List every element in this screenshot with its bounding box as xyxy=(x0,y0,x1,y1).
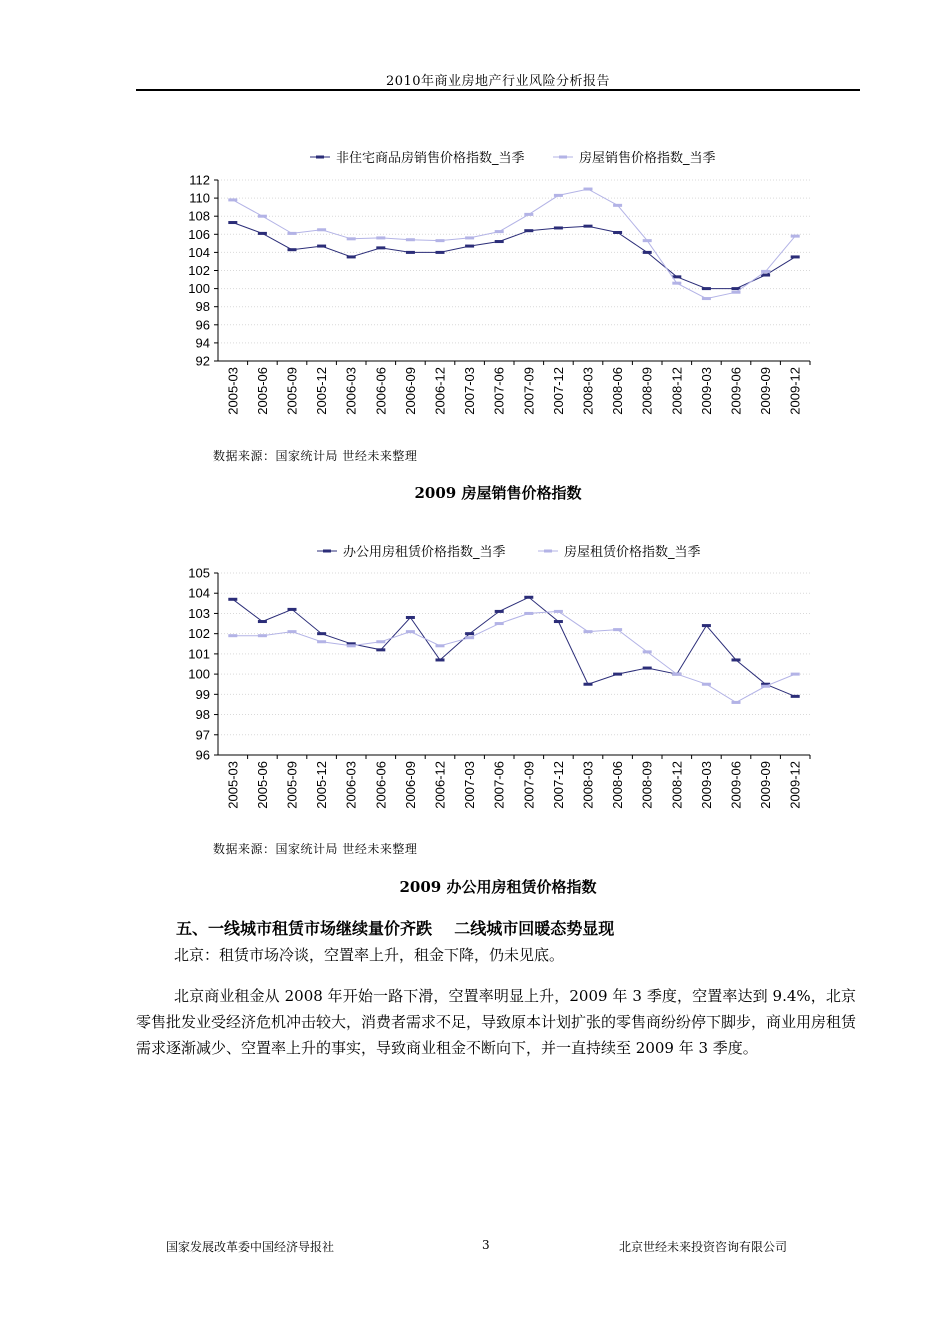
chart-legend xyxy=(310,150,716,166)
y-tick-label: 103 xyxy=(188,605,210,621)
x-tick-label: 2005-12 xyxy=(314,761,330,809)
data-point-series-2 xyxy=(465,636,474,639)
x-tick-label: 2008-12 xyxy=(669,367,685,415)
data-point-series-1 xyxy=(288,248,297,251)
data-point-series-2 xyxy=(406,630,415,633)
data-point-series-2 xyxy=(791,673,800,676)
data-point-series-2 xyxy=(258,215,267,218)
x-tick-label: 2007-06 xyxy=(491,761,507,809)
data-point-series-1 xyxy=(406,616,415,619)
chart-legend xyxy=(317,544,701,560)
chart-2-source: 数据来源：国家统计局 世经未来整理 xyxy=(213,842,418,856)
paragraph-beijing-detail: 北京商业租金从 2008 年开始一路下滑，空置率明显上升，2009 年 3 季度，空置率达到 9.4%，北京零售批发业受经济危机冲击较大，消费者需求不足，导致原本计划扩张的零售商纷纷停下脚步，商业用房租赁需求逐渐减少、空置率上升的事实，导致商业租金不断向下，并一直持续至 2009 年 3 季度。 xyxy=(136,987,857,1057)
x-tick-label: 2008-03 xyxy=(580,367,596,415)
data-point-series-1 xyxy=(613,673,622,676)
x-tick-label: 2009-03 xyxy=(698,367,714,415)
x-tick-label: 2008-09 xyxy=(639,761,655,809)
chart-1-source: 数据来源：国家统计局 世经未来整理 xyxy=(213,449,418,463)
data-point-series-1 xyxy=(228,221,237,224)
data-point-series-2 xyxy=(347,237,356,240)
data-point-series-1 xyxy=(702,287,711,290)
x-tick-label: 2006-06 xyxy=(373,761,389,809)
x-tick-label: 2009-06 xyxy=(728,367,744,415)
data-point-series-1 xyxy=(228,598,237,601)
footer-right: 北京世经未来投资咨询有限公司 xyxy=(619,1240,788,1254)
data-point-series-2 xyxy=(613,628,622,631)
data-point-series-1 xyxy=(465,632,474,635)
footer-left: 国家发展改革委中国经济导报社 xyxy=(166,1240,335,1254)
y-tick-label: 105 xyxy=(188,565,210,581)
data-point-series-1 xyxy=(584,683,593,686)
data-point-series-2 xyxy=(465,236,474,239)
x-tick-label: 2009-06 xyxy=(728,761,744,809)
data-point-series-1 xyxy=(376,648,385,651)
data-point-series-2 xyxy=(643,650,652,653)
data-point-series-2 xyxy=(761,685,770,688)
x-tick-label: 2007-09 xyxy=(521,367,537,415)
data-point-series-1 xyxy=(258,232,267,235)
data-point-series-1 xyxy=(554,620,563,623)
series-line-1 xyxy=(233,597,795,696)
data-point-series-2 xyxy=(672,282,681,285)
x-tick-label: 2007-06 xyxy=(491,367,507,415)
y-tick-label: 94 xyxy=(195,335,210,351)
data-point-series-2 xyxy=(524,612,533,615)
header-rule xyxy=(136,89,860,91)
data-point-series-2 xyxy=(258,634,267,637)
y-tick-label: 99 xyxy=(195,686,210,702)
data-point-series-2 xyxy=(584,630,593,633)
x-tick-label: 2008-06 xyxy=(610,367,626,415)
x-tick-label: 2009-09 xyxy=(758,367,774,415)
data-point-series-2 xyxy=(613,204,622,207)
data-point-series-2 xyxy=(288,232,297,235)
data-point-series-2 xyxy=(376,236,385,239)
paragraph-beijing-summary: 北京：租赁市场冷谈，空置率上升，租金下降，仍未见底。 xyxy=(174,946,565,964)
data-point-series-2 xyxy=(317,228,326,231)
data-point-series-2 xyxy=(672,673,681,676)
data-point-series-1 xyxy=(436,658,445,661)
data-point-series-2 xyxy=(317,640,326,643)
data-point-series-1 xyxy=(643,667,652,670)
data-point-series-2 xyxy=(228,634,237,637)
y-tick-label: 104 xyxy=(188,585,210,601)
data-point-series-2 xyxy=(347,644,356,647)
chart-2-caption: 2009 办公用房租赁价格指数 xyxy=(399,878,597,896)
data-point-series-2 xyxy=(228,198,237,201)
data-point-series-2 xyxy=(436,644,445,647)
data-point-series-1 xyxy=(554,226,563,229)
y-tick-label: 96 xyxy=(195,747,210,763)
y-tick-label: 108 xyxy=(188,208,210,224)
x-tick-label: 2006-09 xyxy=(402,761,418,809)
data-point-series-2 xyxy=(791,235,800,238)
data-point-series-1 xyxy=(495,610,504,613)
x-tick-label: 2006-12 xyxy=(432,367,448,415)
plot-area-0 xyxy=(188,173,810,415)
y-tick-label: 110 xyxy=(189,190,210,206)
data-point-series-1 xyxy=(732,658,741,661)
x-tick-label: 2005-09 xyxy=(284,761,300,809)
legend-marker-series-2 xyxy=(559,156,567,159)
office-rent-index-chart xyxy=(160,536,840,826)
data-point-series-1 xyxy=(584,225,593,228)
x-tick-label: 2008-09 xyxy=(639,367,655,415)
legend-marker-series-1 xyxy=(323,550,331,553)
x-tick-label: 2005-03 xyxy=(225,367,241,415)
x-tick-label: 2009-12 xyxy=(787,367,803,415)
data-point-series-1 xyxy=(702,624,711,627)
x-tick-label: 2007-12 xyxy=(550,367,566,415)
y-tick-label: 98 xyxy=(195,299,210,315)
legend-label-series-1: 非住宅商品房销售价格指数_当季 xyxy=(336,151,525,166)
data-point-series-1 xyxy=(436,251,445,254)
x-tick-label: 2006-09 xyxy=(402,367,418,415)
x-tick-label: 2005-06 xyxy=(254,367,270,415)
data-point-series-2 xyxy=(554,194,563,197)
y-tick-label: 100 xyxy=(188,281,210,297)
x-tick-label: 2008-03 xyxy=(580,761,596,809)
legend-label-series-2: 房屋租赁价格指数_当季 xyxy=(564,545,701,560)
data-point-series-2 xyxy=(495,622,504,625)
data-point-series-1 xyxy=(643,251,652,254)
y-tick-label: 98 xyxy=(195,707,210,723)
data-point-series-1 xyxy=(791,255,800,258)
data-point-series-1 xyxy=(288,608,297,611)
y-tick-label: 102 xyxy=(188,263,210,278)
data-point-series-2 xyxy=(761,270,770,273)
data-point-series-2 xyxy=(436,239,445,242)
data-point-series-1 xyxy=(347,255,356,258)
x-tick-label: 2009-09 xyxy=(758,761,774,809)
data-point-series-1 xyxy=(258,620,267,623)
y-tick-label: 92 xyxy=(195,353,210,369)
legend-marker-series-1 xyxy=(316,156,324,159)
x-tick-label: 2006-03 xyxy=(343,761,359,809)
data-point-series-1 xyxy=(406,251,415,254)
series-line-1 xyxy=(233,223,795,289)
data-point-series-1 xyxy=(376,246,385,249)
data-point-series-2 xyxy=(376,640,385,643)
x-tick-label: 2009-03 xyxy=(698,761,714,809)
chart-1-caption: 2009 房屋销售价格指数 xyxy=(414,484,582,502)
data-point-series-1 xyxy=(524,229,533,232)
x-tick-label: 2007-09 xyxy=(521,761,537,809)
data-point-series-1 xyxy=(791,695,800,698)
data-point-series-2 xyxy=(732,291,741,294)
data-point-series-2 xyxy=(288,630,297,633)
data-point-series-1 xyxy=(317,245,326,248)
data-point-series-1 xyxy=(317,632,326,635)
x-tick-label: 2007-03 xyxy=(462,761,478,809)
data-point-series-1 xyxy=(613,231,622,234)
data-point-series-2 xyxy=(584,188,593,191)
data-point-series-2 xyxy=(702,297,711,300)
y-tick-label: 106 xyxy=(188,226,210,242)
y-tick-label: 100 xyxy=(188,666,210,682)
data-point-series-2 xyxy=(702,683,711,686)
data-point-series-1 xyxy=(465,245,474,248)
x-tick-label: 2005-03 xyxy=(225,761,241,809)
x-tick-label: 2007-03 xyxy=(462,367,478,415)
data-point-series-2 xyxy=(406,238,415,241)
x-tick-label: 2007-12 xyxy=(550,761,566,809)
y-tick-label: 101 xyxy=(188,646,210,662)
y-tick-label: 97 xyxy=(195,727,210,743)
data-point-series-1 xyxy=(495,240,504,243)
y-tick-label: 102 xyxy=(188,626,210,642)
data-point-series-2 xyxy=(643,239,652,242)
data-point-series-2 xyxy=(554,610,563,613)
x-tick-label: 2006-12 xyxy=(432,761,448,809)
office-rent-index-svg xyxy=(160,536,840,826)
x-tick-label: 2008-12 xyxy=(669,761,685,809)
data-point-series-1 xyxy=(524,596,533,599)
x-tick-label: 2009-12 xyxy=(787,761,803,809)
legend-label-series-1: 办公用房租赁价格指数_当季 xyxy=(343,545,506,560)
y-tick-label: 112 xyxy=(189,172,210,188)
x-tick-label: 2005-06 xyxy=(254,761,270,809)
x-tick-label: 2005-12 xyxy=(314,367,330,415)
legend-marker-series-2 xyxy=(544,550,552,553)
series-line-2 xyxy=(233,189,795,299)
footer-page-number: 3 xyxy=(482,1238,490,1252)
page-header-title: 2010年商业房地产行业风险分析报告 xyxy=(385,74,611,89)
legend-label-series-2: 房屋销售价格指数_当季 xyxy=(579,151,716,166)
x-tick-label: 2008-06 xyxy=(610,761,626,809)
x-tick-label: 2006-03 xyxy=(343,367,359,415)
plot-area-1 xyxy=(188,566,810,809)
x-tick-label: 2005-09 xyxy=(284,367,300,415)
section-heading: 五、一线城市租赁市场继续量价齐跌 二线城市回暖态势显现 xyxy=(176,919,615,938)
data-point-series-2 xyxy=(495,230,504,233)
data-point-series-2 xyxy=(524,213,533,216)
x-tick-label: 2006-06 xyxy=(373,367,389,415)
y-tick-label: 96 xyxy=(195,317,210,333)
sales-price-index-svg xyxy=(160,140,840,430)
data-point-series-2 xyxy=(732,701,741,704)
y-tick-label: 104 xyxy=(188,244,210,260)
sales-price-index-chart xyxy=(160,140,840,430)
